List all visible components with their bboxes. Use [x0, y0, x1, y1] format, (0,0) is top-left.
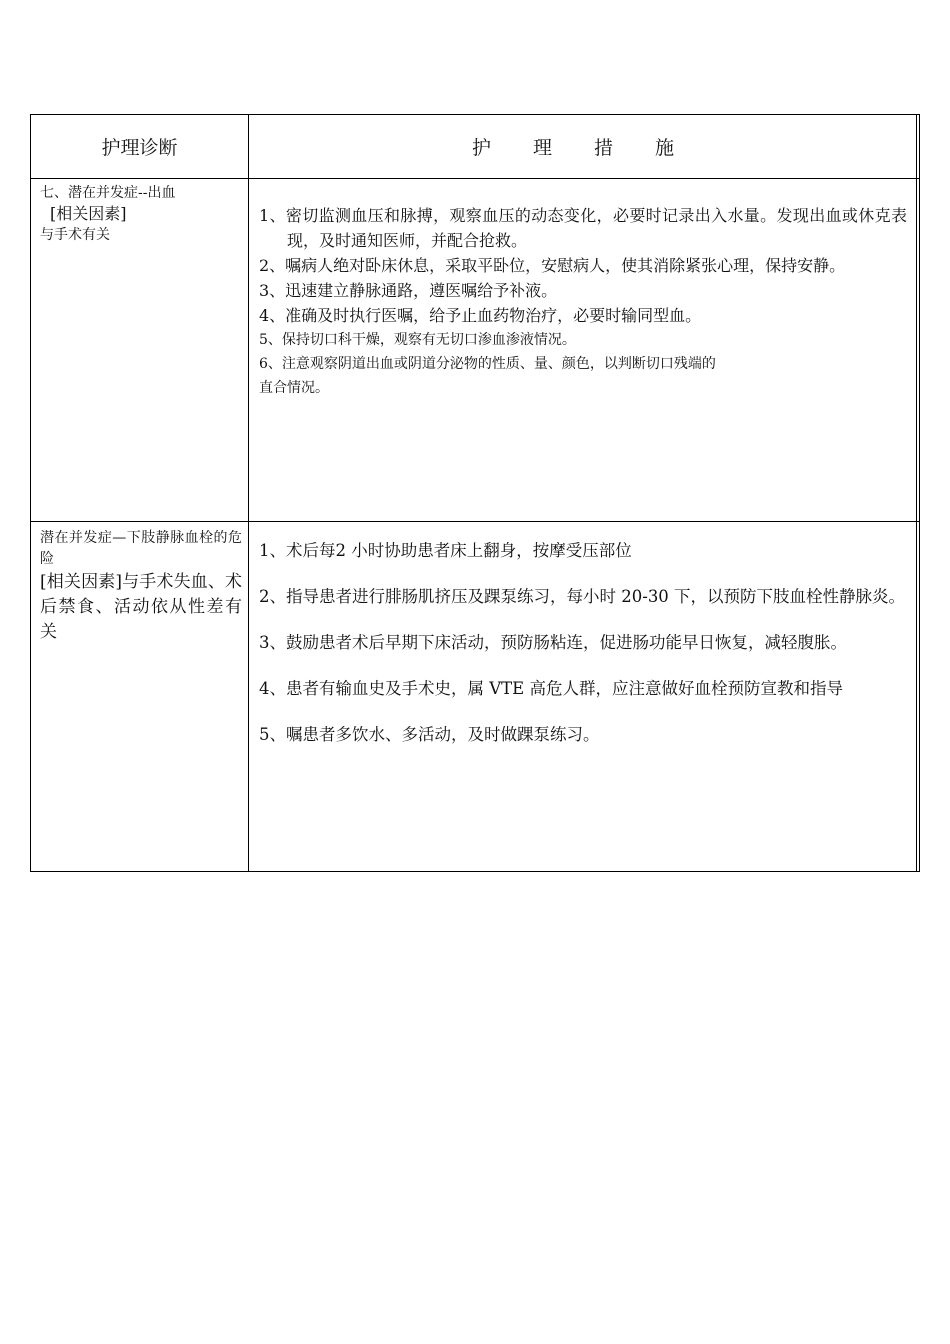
- row2-measure-1: 1、术后每2 小时协助患者床上翻身，按摩受压部位: [259, 541, 632, 560]
- row2-measure-5: 5、嘱患者多饮水、多活动，及时做踝泵练习。: [259, 725, 600, 744]
- row1-measure-5: 5、保持切口科干燥，观察有无切口渗血渗液情况。: [259, 332, 576, 348]
- row1-measure-2: 2、嘱病人绝对卧床休息，采取平卧位，安慰病人，使其消除紧张心理，保持安静。: [259, 256, 846, 275]
- row2-measure-2: 2、指导患者进行腓肠肌挤压及踝泵练习，每小时 20-30 下，以预防下肢血栓性静脉炎。: [259, 587, 906, 606]
- row1-measure-6-cont: 直合情况。: [259, 380, 329, 396]
- row2-diagnosis: [31, 522, 248, 872]
- row1-related-factors-label: [相关因素]: [50, 204, 127, 223]
- nursing-table: [30, 114, 920, 872]
- row1-measure-6: 6、注意观察阴道出血或阴道分泌物的性质、量、颜色，以判断切口残端的: [259, 356, 716, 372]
- row1-measures: [249, 203, 913, 521]
- row1-measure-4: 4、准确及时执行医嘱，给予止血药物治疗，必要时输同型血。: [259, 306, 702, 325]
- header-diagnosis: 护理诊断: [101, 137, 178, 159]
- row2-measure-4: 4、患者有输血史及手术史，属 VTE 高危人群，应注意做好血栓预防宣教和指导: [259, 679, 843, 698]
- row2-measure-3: 3、鼓励患者术后早期下床活动，预防肠粘连，促进肠功能早日恢复，减轻腹胀。: [259, 633, 847, 652]
- row2-related-factors: [相关因素]与手术失血、术后禁食、活动依从性差有关: [40, 572, 242, 642]
- row1-measure-3: 3、迅速建立静脉通路，遵医嘱给予补液。: [259, 281, 558, 300]
- row2-measures: [249, 540, 913, 870]
- row1-diagnosis-title: 七、潜在并发症--出血: [40, 185, 176, 201]
- row2-diagnosis-title: 潜在并发症—下肢静脉血栓的危险: [40, 530, 242, 567]
- row1-related-factors: 与手术有关: [40, 227, 110, 243]
- row1-diagnosis: [31, 179, 248, 521]
- row1-measure-1: 1、密切监测血压和脉搏，观察血压的动态变化，必要时记录出入水量。发现出血或休克表现，及时通知医师，并配合抢救。: [259, 206, 907, 250]
- header-measures: 护 理 措 施: [471, 137, 693, 159]
